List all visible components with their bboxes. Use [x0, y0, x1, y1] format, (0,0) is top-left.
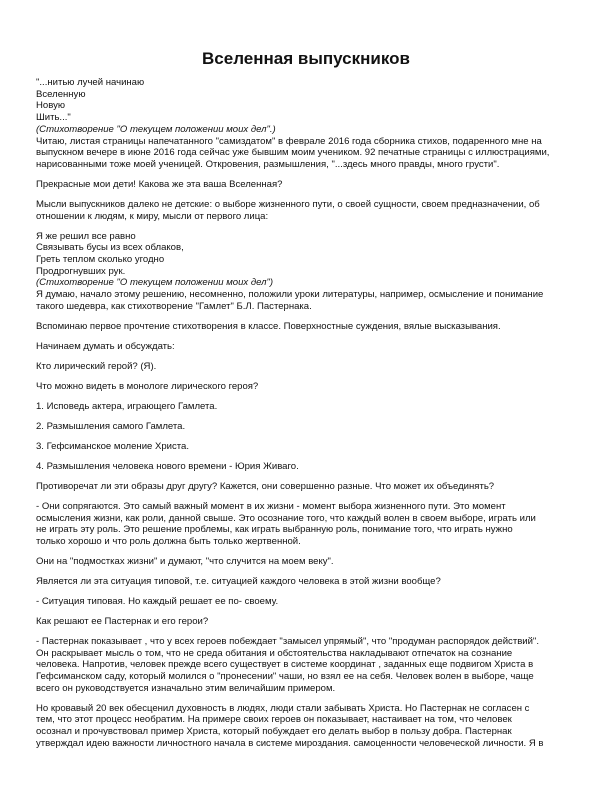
list-item [36, 401, 582, 413]
paragraph-line: Прекрасные мои дети! Какова же эта ваша Вселенная? [36, 178, 283, 190]
paragraph-line: Противоречат ли эти образы друг другу? Кажется, они совершенно разные. Что может их объединять? [36, 480, 495, 492]
paragraph [36, 556, 582, 568]
paragraph-line: - Они сопрягаются. Это самый важный момент в их жизни - момент выбора жизненного пути. Это момент [36, 500, 506, 512]
list-item-text: 1. Исповедь актера, играющего Гамлета. [36, 400, 218, 412]
poem-line: Греть теплом сколько угодно [36, 254, 165, 266]
list-item [36, 461, 582, 473]
paragraph [36, 321, 582, 333]
paragraph-line: осознал и прочувствовал пример Христа, который побуждает его делать выбор в пользу добра. Пастернак [36, 726, 512, 738]
paragraph-line: выпускном вечере в июне 2016 года сейчас уже бывшим моим учеником. 92 печатные страницы с иллюстрациями, [36, 147, 550, 159]
page-title: Вселенная выпускников [202, 49, 410, 68]
paragraph-line: Он раскрывает мысль о том, что не среда обитания и обстоятельства накладывают отпечаток на сознание [36, 647, 513, 659]
paragraph-line: Мысли выпускников далеко не детские: о выборе жизненного пути, о своей сущности, своем предназначении, об [36, 198, 540, 210]
paragraph-line: Кто лирический герой? (Я). [36, 360, 157, 372]
paragraph-line: только хорошо и что роль должна быть только жертвенной. [36, 535, 301, 547]
paragraph [36, 179, 582, 191]
paragraph [36, 481, 582, 493]
paragraph-line: утверждал идею важности личностного начала в системе мироздания. самоценности человеческой личности. Я в [36, 737, 544, 749]
epigraph-source: (Стихотворение "О текущем положении моих дел".) [36, 123, 276, 135]
paragraph-line: Является ли эта ситуация типовой, т.е. ситуацией каждого человека в этой жизни вообще? [36, 575, 441, 587]
paragraph [36, 381, 582, 393]
paragraph-line: - Пастернак показывает , что у всех героев побеждает "замысел упрямый", что "продуман распорядок действий". [36, 635, 539, 647]
paragraph [36, 361, 582, 373]
paragraph-line: Как решают ее Пастернак и его герои? [36, 615, 209, 627]
poem-line: Продрогнувших рук. [36, 265, 126, 277]
paragraph-line: - Ситуация типовая. Но каждый решает ее по- своему. [36, 595, 279, 607]
document-body [36, 77, 582, 750]
paragraph [36, 596, 582, 608]
epigraph-line: Шить..." [36, 112, 71, 124]
paragraph [36, 341, 582, 353]
list-item-text: 2. Размышления самого Гамлета. [36, 420, 186, 432]
poem-line: Связывать бусы из всех облаков, [36, 242, 184, 254]
paragraph-line: такого шедевра, как стихотворение "Гамлет" Б.Л. Пастернака. [36, 300, 312, 312]
epigraph [36, 77, 582, 136]
paragraph [36, 136, 582, 171]
paragraph-line: нарисованными тоже моей ученицей. Откровения, размышления, "...здесь много правды, много грусти". [36, 158, 500, 170]
paragraph-line: Что можно видеть в монологе лирического героя? [36, 380, 259, 392]
paragraph-line: не играть эту роль. Это решение проблемы, как играть выбранную роль, понимание того, что играть нужно [36, 524, 513, 536]
list-item [36, 421, 582, 433]
paragraph [36, 501, 582, 548]
paragraph [36, 703, 582, 750]
paragraph-line: Вспоминаю первое прочтение стихотворения в классе. Поверхностные суждения, вялые высказывания. [36, 320, 501, 332]
poem-quote [36, 231, 582, 290]
poem-line: Я же решил все равно [36, 230, 136, 242]
paragraph-line: Я думаю, начало этому решению, несомненно, положили уроки литературы, например, осмысление и понимание [36, 289, 544, 301]
paragraph-line: осмысления жизни, как роли, данной свыше. Это осознание того, что каждый волен в своем выборе, играть или [36, 512, 536, 524]
epigraph-line: Новую [36, 100, 65, 112]
paragraph-line: Читаю, листая страницы напечатанного "самиздатом" в феврале 2016 года сборника стихов, подаренного мне на [36, 135, 542, 147]
poem-source: (Стихотворение "О текущем положении моих дел") [36, 277, 274, 289]
paragraph-line: тем, что этот процесс необратим. На примере своих героев он показывает, настаивает на том, что человек [36, 714, 512, 726]
epigraph-line: Вселенную [36, 88, 86, 100]
list-item [36, 441, 582, 453]
paragraph-line: человека. Напротив, человек прежде всего существует в системе координат , заданных еще подвигом Христа в [36, 659, 534, 671]
list-item-text: 3. Гефсиманское моление Христа. [36, 440, 190, 452]
paragraph [36, 289, 582, 312]
paragraph-line: Но кровавый 20 век обесценил духовность в людях, люди стали забывать Христа. Но Пастернак не согласен с [36, 702, 530, 714]
paragraph-line: всего он руководствуется изначально этим величайшим примером. [36, 682, 336, 694]
paragraph-line: отношении к людям, к миру, мысли от первого лица: [36, 210, 269, 222]
paragraph [36, 199, 582, 222]
paragraph-line: Начинаем думать и обсуждать: [36, 340, 175, 352]
paragraph [36, 576, 582, 588]
paragraph [36, 616, 582, 628]
list-item-text: 4. Размышления человека нового времени - Юрия Живаго. [36, 460, 299, 472]
epigraph-line: "...нитью лучей начинаю [36, 77, 145, 88]
paragraph-line: Они на "подмостках жизни" и думают, "что случится на моем веку". [36, 555, 334, 567]
paragraph [36, 636, 582, 695]
paragraph-line: Гефсиманском саду, который молился о "пронесении" чаши, но взял ее на себя. Человек волен в выборе, чаще [36, 671, 534, 683]
